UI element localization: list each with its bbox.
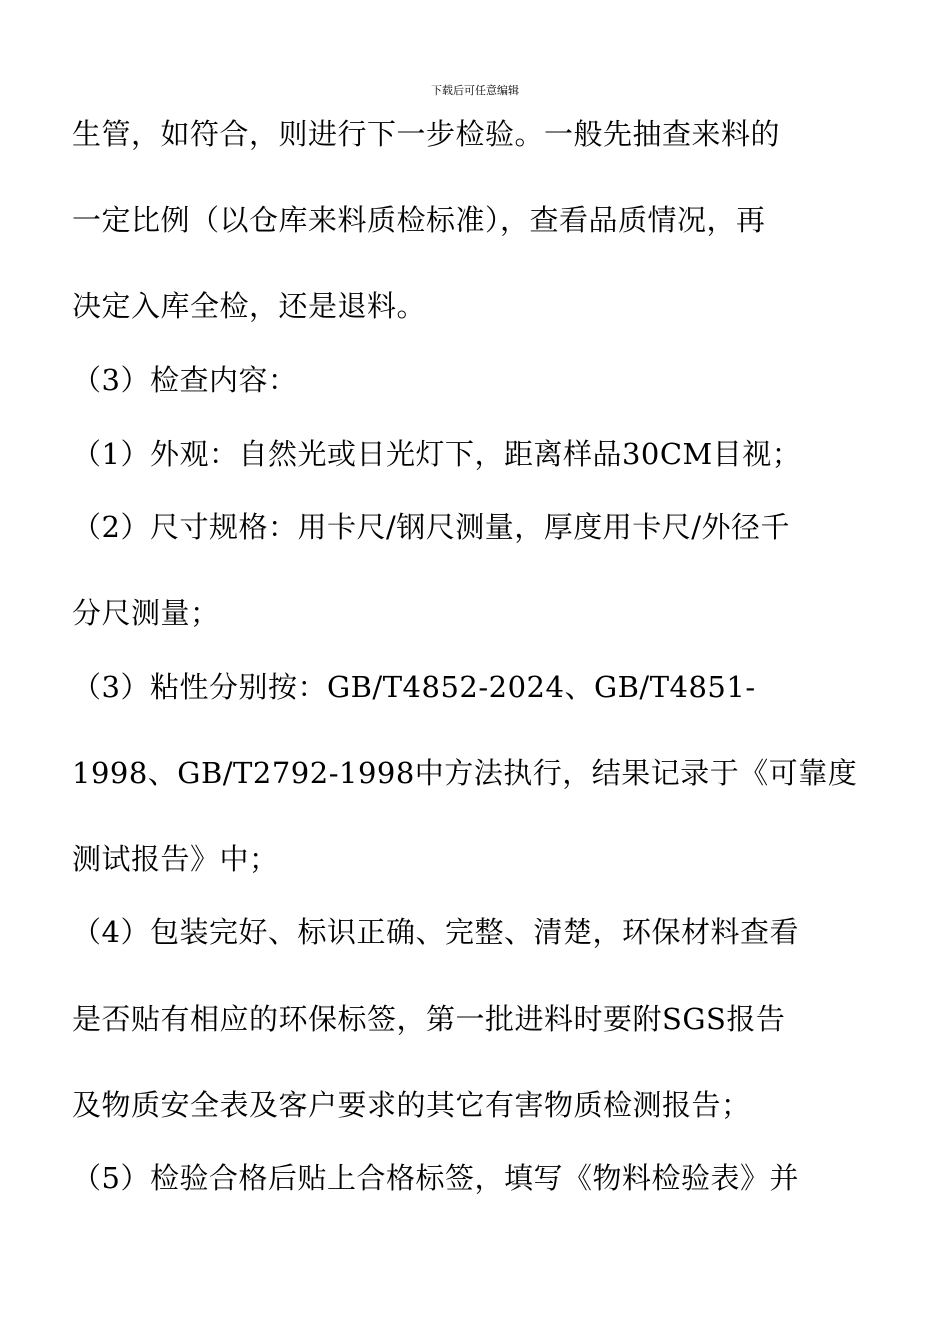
- text-line: 生管，如符合，则进行下一步检验。一般先抽查来料的: [72, 117, 781, 151]
- text-line: 1998、GB/T2792-1998中方法执行，结果记录于《可靠度: [72, 756, 858, 790]
- page-header: 下载后可任意编辑: [431, 84, 519, 97]
- text-line: 测试报告》中；: [72, 842, 279, 876]
- text-line: 是否贴有相应的环保标签，第一批进料时要附SGS报告: [72, 1002, 786, 1036]
- text-line: 分尺测量；: [72, 596, 220, 630]
- text-line: 决定入库全检，还是退料。: [72, 289, 427, 323]
- section-heading: （3）检查内容：: [72, 363, 298, 397]
- list-item: （1）外观：自然光或日光灯下，距离样品30CM目视；: [72, 437, 802, 471]
- list-item: （3）粘性分别按：GB/T4852-2024、GB/T4851-: [72, 670, 756, 704]
- list-item: （4）包装完好、标识正确、完整、清楚，环保材料查看: [72, 915, 799, 949]
- text-line: 一定比例（以仓库来料质检标准），查看品质情况，再: [72, 203, 766, 237]
- list-item: （2）尺寸规格：用卡尺/钢尺测量，厚度用卡尺/外径千: [72, 510, 790, 544]
- list-item: （5）检验合格后贴上合格标签，填写《物料检验表》并: [72, 1161, 799, 1195]
- text-line: 及物质安全表及客户要求的其它有害物质检测报告；: [72, 1088, 751, 1122]
